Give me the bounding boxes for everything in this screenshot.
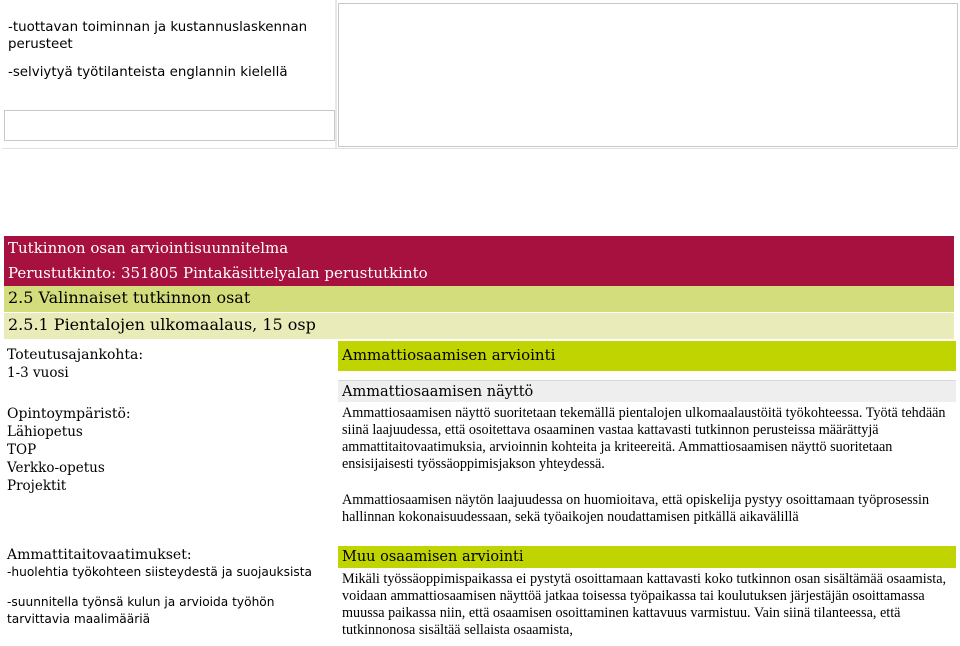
skills-label: Ammattitaitovaatimukset: bbox=[7, 547, 192, 563]
section-rule bbox=[2, 148, 958, 149]
degree-bar bbox=[4, 261, 954, 286]
env-item-verkko: Verkko-opetus bbox=[7, 460, 105, 476]
other-assessment-header bbox=[338, 546, 956, 568]
empty-cell-right bbox=[338, 3, 958, 147]
top-vertical-divider bbox=[335, 0, 337, 148]
module-title: 2.5.1 Pientalojen ulkomaalaus, 15 osp bbox=[8, 315, 316, 334]
skill-item-2: -suunnitella työnsä kulun ja arvioida työhön tarvittavia maalimääriä bbox=[7, 595, 275, 626]
demonstration-header-text: Ammattiosaamisen näyttö bbox=[342, 384, 534, 400]
module-bar bbox=[4, 313, 954, 339]
section-bar bbox=[4, 286, 954, 312]
left-column bbox=[4, 341, 332, 646]
top-left-cell bbox=[2, 3, 335, 109]
timing-label: Toteutusajankohta: bbox=[7, 347, 144, 363]
top-bullet-2: -selviytyä työtilanteista englannin kielellä bbox=[8, 65, 288, 80]
demonstration-header bbox=[338, 380, 956, 402]
other-assessment-paragraph: Mikäli työssäoppimispaikassa ei pystytä osoittamaan kattavasti koko tutkinnon osan sisältämää osaamista, voidaan ammattiosaamisen näyttöä jatkaa toisessa työpaikassa tai koulutuksen järjestäjän osoittamassa muussa paikassa niin, että osaamisen osoittaminen kattavuus varmistuu. Vain siinä tilanteessa, että tutkinnonosa sisältää sellaista osaamista, bbox=[342, 571, 947, 638]
section-title: 2.5 Valinnaiset tutkinnon osat bbox=[8, 288, 251, 307]
plan-title: Tutkinnon osan arviointisuunnitelma bbox=[8, 239, 289, 257]
environment-label: Opintoympäristö: bbox=[7, 406, 131, 422]
assessment-header bbox=[338, 341, 956, 371]
top-bullet-1: -tuottavan toiminnan ja kustannuslaskennan perusteet bbox=[8, 20, 308, 52]
demonstration-paragraph-2: Ammattiosaamisen näytön laajuudessa on huomioitava, että opiskelija pystyy osoittamaan työprosessin hallinnan kokonaisuudessaan, sekä työaikojen noudattamisen pitkällä aikavälillä bbox=[342, 492, 930, 525]
env-item-projektit: Projektit bbox=[7, 478, 67, 494]
empty-cell-left bbox=[4, 110, 335, 141]
degree-title: Perustutkinto: 351805 Pintakäsittelyalan perustutkinto bbox=[8, 264, 428, 282]
timing-value: 1-3 vuosi bbox=[7, 365, 69, 381]
assessment-header-text: Ammattiosaamisen arviointi bbox=[342, 346, 556, 364]
demonstration-paragraph-1: Ammattiosaamisen näyttö suoritetaan tekemällä pientalojen ulkomaalaustöitä työkohteessa. Työtä tehdään siinä laajuudessa, että osoitettava osaaminen vastaa kattavasti tutkinnon perusteissa määrättyjä ammattitaitovaatimuksia, arvioinnin kohteita ja kriteereitä. Ammattiosaamisen näyttö suoritetaan ensisijaisesti työssäoppimisjakson yhteydessä. bbox=[342, 405, 946, 472]
env-item-lahiopetus: Lähiopetus bbox=[7, 424, 83, 440]
plan-title-bar bbox=[4, 236, 954, 261]
env-item-top: TOP bbox=[7, 442, 37, 458]
skill-item-1: -huolehtia työkohteen siisteydestä ja suojauksista bbox=[7, 565, 312, 579]
other-assessment-header-text: Muu osaamisen arviointi bbox=[342, 549, 524, 565]
